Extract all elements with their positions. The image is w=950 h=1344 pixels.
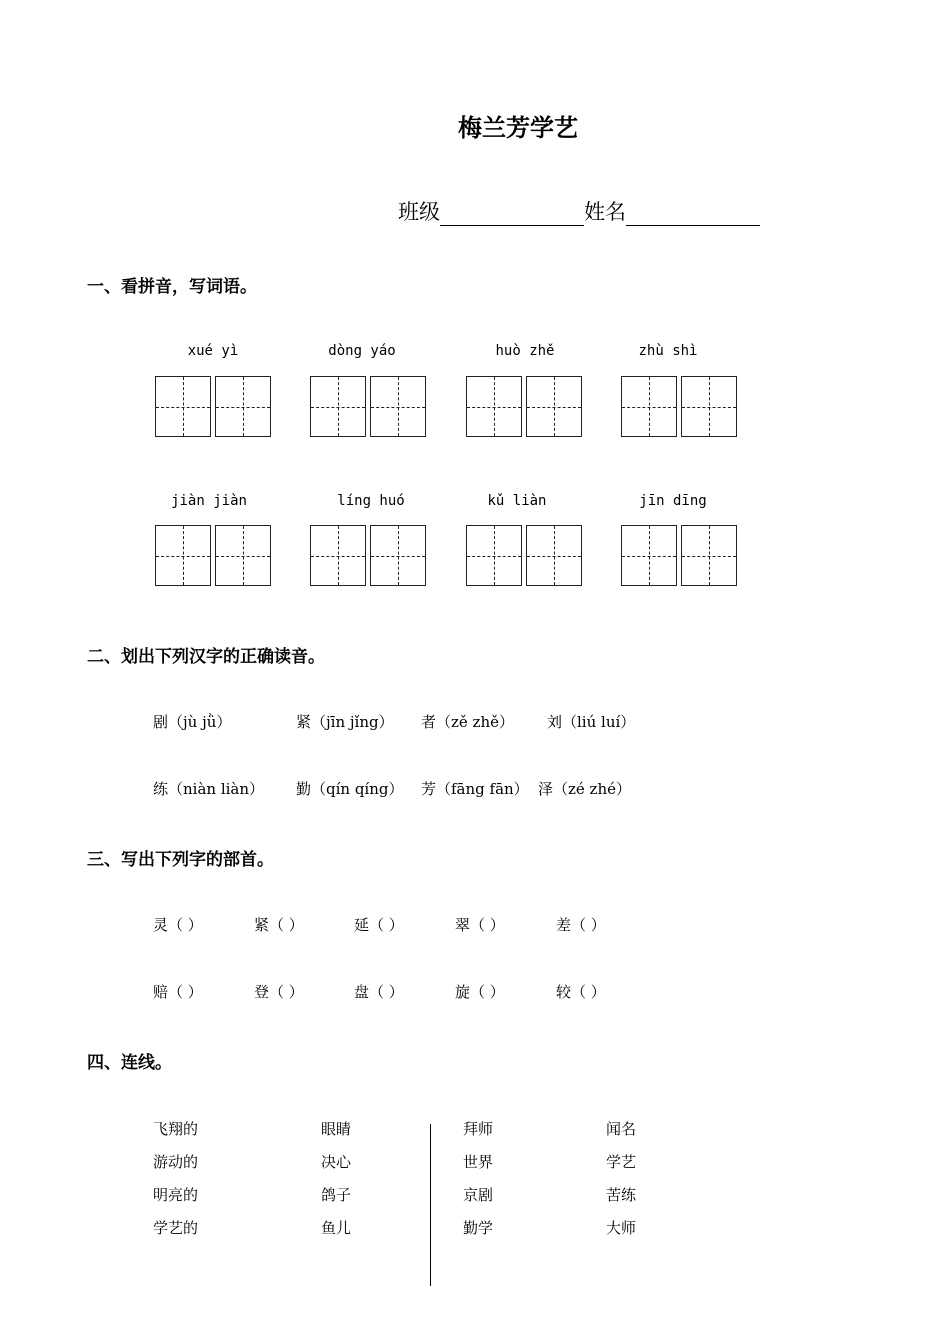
- match-item[interactable]: 学艺: [606, 1153, 637, 1171]
- match-item[interactable]: 世界: [463, 1153, 494, 1171]
- tian-cell[interactable]: [155, 376, 211, 437]
- writing-grid: [466, 376, 582, 437]
- radical-blank[interactable]: 旋（ ）: [455, 983, 505, 1001]
- match-item[interactable]: 勤学: [463, 1219, 494, 1237]
- class-label: 班级: [398, 200, 440, 224]
- radical-blank[interactable]: 赔（ ）: [153, 983, 203, 1001]
- tian-cell[interactable]: [621, 525, 677, 586]
- radical-blank[interactable]: 延（ ）: [354, 916, 404, 934]
- writing-grid: [155, 376, 271, 437]
- tian-cell[interactable]: [310, 525, 366, 586]
- class-blank[interactable]: [440, 201, 584, 226]
- section-3-title: 三、写出下列字的部首。: [87, 850, 274, 870]
- tian-cell[interactable]: [681, 525, 737, 586]
- radical-blank[interactable]: 较（ ）: [556, 983, 606, 1001]
- match-item[interactable]: 京剧: [463, 1186, 494, 1204]
- writing-grid: [310, 376, 426, 437]
- reading-choice[interactable]: 练（niàn liàn）: [153, 780, 265, 798]
- match-item[interactable]: 决心: [321, 1153, 352, 1171]
- radical-blank[interactable]: 灵（ ）: [153, 916, 203, 934]
- match-item[interactable]: 苦练: [606, 1186, 637, 1204]
- tian-cell[interactable]: [310, 376, 366, 437]
- section-4-title: 四、连线。: [87, 1053, 172, 1073]
- radical-blank[interactable]: 紧（ ）: [254, 916, 304, 934]
- reading-choice[interactable]: 紧（jīn jǐng）: [296, 713, 394, 731]
- tian-cell[interactable]: [681, 376, 737, 437]
- radical-blank[interactable]: 盘（ ）: [354, 983, 404, 1001]
- pinyin-label: zhù shì: [638, 343, 698, 359]
- match-item[interactable]: 眼睛: [321, 1120, 352, 1138]
- reading-choice[interactable]: 泽（zé zhé）: [538, 780, 631, 798]
- section-2-title: 二、划出下列汉字的正确读音。: [87, 647, 325, 667]
- reading-choice[interactable]: 刘（liú luí）: [547, 713, 636, 731]
- match-item[interactable]: 鱼儿: [321, 1219, 352, 1237]
- pinyin-label: jīn dīng: [639, 493, 707, 509]
- match-item[interactable]: 飞翔的: [153, 1120, 199, 1138]
- column-divider: [430, 1124, 431, 1286]
- tian-cell[interactable]: [621, 376, 677, 437]
- pinyin-label: kǔ liàn: [487, 493, 547, 509]
- writing-grid: [310, 525, 426, 586]
- match-item[interactable]: 闻名: [606, 1120, 637, 1138]
- match-item[interactable]: 大师: [606, 1219, 637, 1237]
- writing-grid: [621, 376, 737, 437]
- writing-grid: [466, 525, 582, 586]
- tian-cell[interactable]: [370, 525, 426, 586]
- reading-choice[interactable]: 勤（qín qíng）: [296, 780, 404, 798]
- writing-grid: [155, 525, 271, 586]
- section-1-title: 一、看拼音，写词语。: [87, 277, 257, 297]
- pinyin-label: xué yì: [187, 343, 239, 359]
- pinyin-label: líng huó: [337, 493, 405, 509]
- match-item[interactable]: 学艺的: [153, 1219, 199, 1237]
- tian-cell[interactable]: [466, 376, 522, 437]
- tian-cell[interactable]: [526, 376, 582, 437]
- tian-cell[interactable]: [215, 376, 271, 437]
- reading-choice[interactable]: 者（zě zhě）: [421, 713, 514, 731]
- tian-cell[interactable]: [526, 525, 582, 586]
- writing-grid: [621, 525, 737, 586]
- tian-cell[interactable]: [466, 525, 522, 586]
- match-item[interactable]: 明亮的: [153, 1186, 199, 1204]
- reading-choice[interactable]: 剧（jù jǜ）: [153, 713, 232, 731]
- reading-choice[interactable]: 芳（fāng fān）: [421, 780, 529, 798]
- pinyin-label: jiàn jiàn: [171, 493, 247, 509]
- radical-blank[interactable]: 差（ ）: [556, 916, 606, 934]
- tian-cell[interactable]: [215, 525, 271, 586]
- match-item[interactable]: 游动的: [153, 1153, 199, 1171]
- tian-cell[interactable]: [155, 525, 211, 586]
- pinyin-label: dòng yáo: [328, 343, 396, 359]
- name-blank[interactable]: [626, 201, 760, 226]
- student-info: [398, 196, 760, 226]
- tian-cell[interactable]: [370, 376, 426, 437]
- radical-blank[interactable]: 登（ ）: [254, 983, 304, 1001]
- match-item[interactable]: 拜师: [463, 1120, 494, 1138]
- match-item[interactable]: 鸽子: [321, 1186, 352, 1204]
- page-title: 梅兰芳学艺: [458, 113, 578, 142]
- name-label: 姓名: [584, 200, 626, 224]
- radical-blank[interactable]: 翠（ ）: [455, 916, 505, 934]
- pinyin-label: huò zhě: [495, 343, 555, 359]
